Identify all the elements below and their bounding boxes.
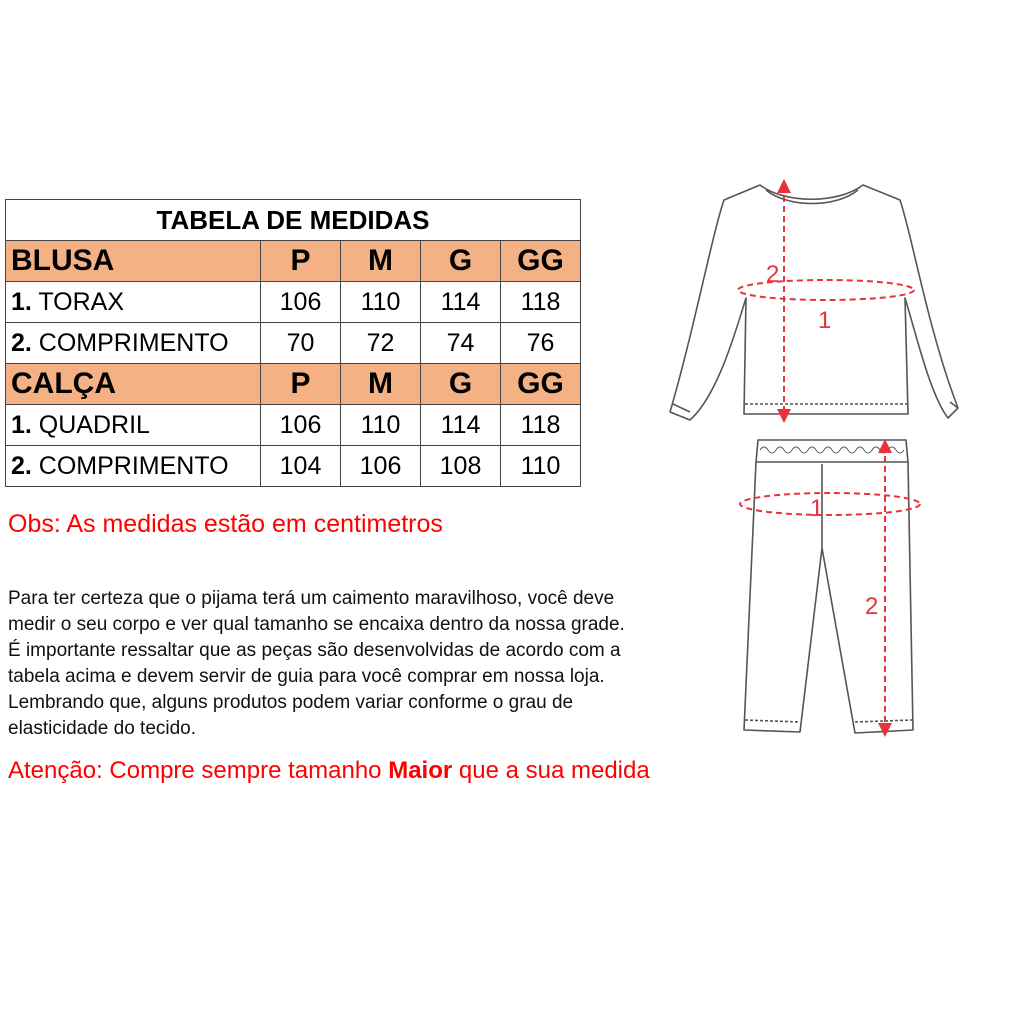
row-label: 2. COMPRIMENTO [6, 446, 261, 487]
table-cell: 106 [341, 446, 421, 487]
measurement-note: Obs: As medidas estão em centimetros [8, 510, 443, 538]
table-cell: 118 [501, 282, 581, 323]
paragraph-line: tabela acima e devem servir de guia para você comprar em nossa loja. [8, 666, 605, 687]
table-cell: 106 [261, 405, 341, 446]
paragraph-line: elasticidade do tecido. [8, 718, 197, 739]
table-row [6, 405, 581, 446]
size-header: G [421, 364, 501, 405]
table-cell: 118 [501, 405, 581, 446]
size-header: P [261, 364, 341, 405]
pants-label-1: 1 [810, 495, 824, 522]
table-cell: 110 [341, 405, 421, 446]
size-header: M [341, 241, 421, 282]
row-label: 1. QUADRIL [6, 405, 261, 446]
table-row [6, 446, 581, 487]
size-header: GG [501, 364, 581, 405]
table-cell: 110 [341, 282, 421, 323]
shirt-illustration [670, 185, 958, 420]
instructions-paragraph [8, 586, 668, 742]
table-cell: 110 [501, 446, 581, 487]
paragraph-line: É importante ressaltar que as peças são desenvolvidas de acordo com a [8, 640, 621, 661]
size-table [5, 199, 581, 487]
pants-illustration [744, 440, 913, 733]
section-name: CALÇA [6, 364, 261, 405]
table-cell: 72 [341, 323, 421, 364]
size-header: GG [501, 241, 581, 282]
size-header: M [341, 364, 421, 405]
paragraph-line: Para ter certeza que o pijama terá um caimento maravilhoso, você deve [8, 588, 615, 609]
row-label: 2. COMPRIMENTO [6, 323, 261, 364]
pants-label-2: 2 [865, 593, 879, 620]
row-label: 1. TORAX [6, 282, 261, 323]
table-cell: 70 [261, 323, 341, 364]
table-cell: 76 [501, 323, 581, 364]
shirt-label-1: 1 [818, 307, 832, 334]
table-cell: 108 [421, 446, 501, 487]
table-cell: 114 [421, 282, 501, 323]
pajama-diagram [660, 170, 960, 750]
table-title-row [6, 200, 581, 241]
table-title: TABELA DE MEDIDAS [6, 200, 581, 241]
attention-emphasis: Maior [388, 757, 453, 784]
table-cell: 114 [421, 405, 501, 446]
table-cell: 74 [421, 323, 501, 364]
table-cell: 104 [261, 446, 341, 487]
section-header-blusa [6, 241, 581, 282]
attention-note: Atenção: Compre sempre tamanho Maior que a sua medida [8, 757, 650, 784]
section-header-calca [6, 364, 581, 405]
table-cell: 106 [261, 282, 341, 323]
table-row [6, 323, 581, 364]
section-name: BLUSA [6, 241, 261, 282]
table-row [6, 282, 581, 323]
paragraph-line: medir o seu corpo e ver qual tamanho se encaixa dentro da nossa grade. [8, 614, 625, 635]
paragraph-line: Lembrando que, alguns produtos podem variar conforme o grau de [8, 692, 574, 713]
size-header: P [261, 241, 341, 282]
shirt-label-2: 2 [766, 261, 780, 288]
size-header: G [421, 241, 501, 282]
